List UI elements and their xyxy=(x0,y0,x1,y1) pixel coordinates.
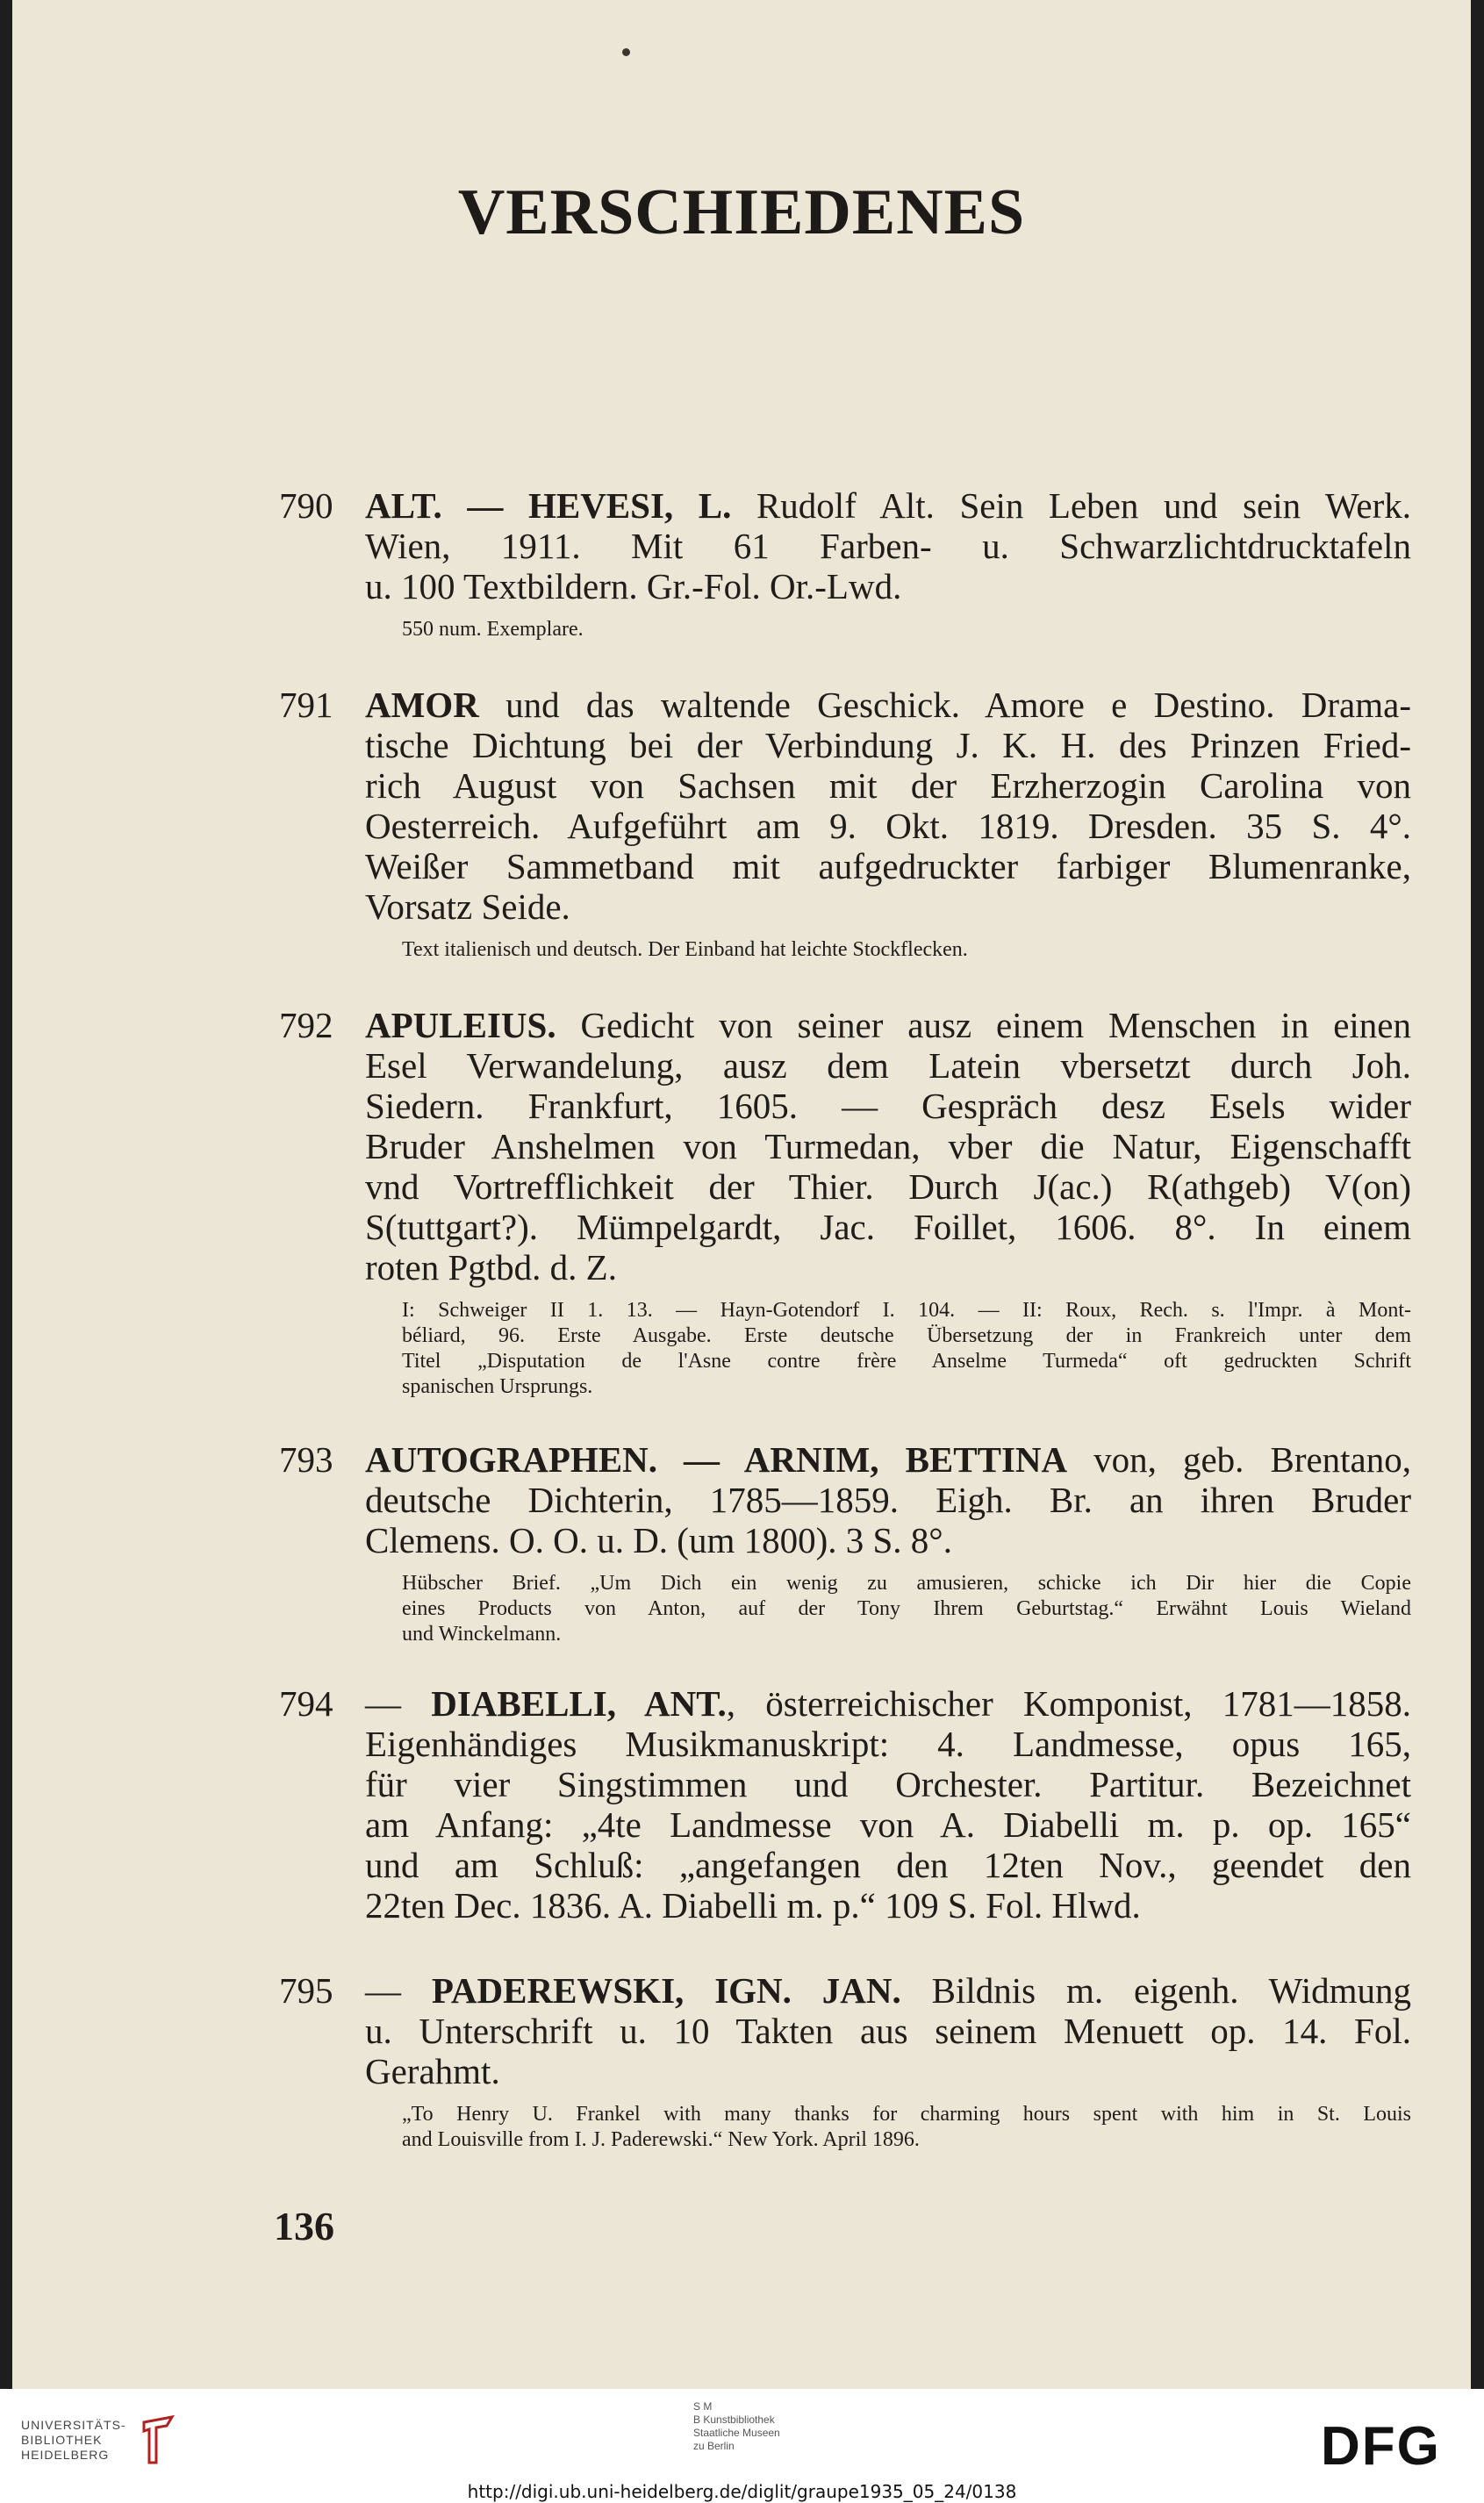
entry-number: 795 xyxy=(279,1970,333,2011)
entry-number: 791 xyxy=(279,685,333,725)
entry-line: roten Pgtbd. d. Z. xyxy=(365,1247,617,1287)
note-line: Titel „Disputation de l'Asne contre frère Anselme Turmeda“ oft gedruckten Schrift xyxy=(402,1350,1411,1373)
entry-number: 793 xyxy=(279,1439,333,1480)
entry-line: Weißer Sammetband mit aufgedruckter farbiger Blumenranke, xyxy=(365,846,1411,886)
page-title: VERSCHIEDENES xyxy=(457,176,1026,248)
note-line: spanischen Ursprungs. xyxy=(402,1375,593,1398)
catalog-entry-791 xyxy=(279,685,1411,963)
print-mark xyxy=(622,48,630,56)
note-line: béliard, 96. Erste Ausgabe. Erste deutsche Übersetzung der in Frankreich unter dem xyxy=(402,1324,1411,1347)
entry-line: 22ten Dec. 1836. A. Diabelli m. p.“ 109 S. Fol. Hlwd. xyxy=(365,1885,1141,1926)
entry-line: 795 — PADEREWSKI, IGN. JAN. Bildnis m. eigenh. Widmung xyxy=(279,1970,1412,2011)
entry-line: Clemens. O. O. u. D. (um 1800). 3 S. 8°. xyxy=(365,1520,952,1560)
catalog-entry-793 xyxy=(279,1439,1411,1647)
entry-line: u. Unterschrift u. 10 Takten aus seinem Menuett op. 14. Fol. xyxy=(365,2011,1411,2051)
entry-number: 794 xyxy=(279,1683,333,1724)
catalog-entry-792 xyxy=(279,1005,1411,1400)
note-line: Text italienisch und deutsch. Der Einband hat leichte Stockflecken. xyxy=(402,938,968,961)
note-line: I: Schweiger II 1. 13. — Hayn-Gotendorf I. 104. — II: Roux, Rech. s. l'Impr. à Mont- xyxy=(402,1299,1411,1322)
note-line: 550 num. Exemplare. xyxy=(402,618,584,641)
entry-line: und am Schluß: „angefangen den 12ten Nov., geendet den xyxy=(365,1845,1411,1885)
entry-line: u. 100 Textbildern. Gr.-Fol. Or.-Lwd. xyxy=(365,566,902,606)
catalog-entry-790 xyxy=(279,485,1411,642)
catalog-entry-794 xyxy=(279,1683,1411,1926)
entry-line: Gerahmt. xyxy=(365,2051,500,2091)
museum-logo: S M B Kunstbibliothek Staatliche Museen zu Berlin xyxy=(693,2400,780,2452)
entry-text xyxy=(279,1005,1411,1287)
dfg-logo: DFG xyxy=(1321,2416,1441,2477)
entry-line: Siedern. Frankfurt, 1605. — Gespräch desz Esels wider xyxy=(365,1086,1411,1126)
entry-line: am Anfang: „4te Landmesse von A. Diabelli m. p. op. 165“ xyxy=(365,1804,1411,1845)
source-url-link[interactable]: http://digi.ub.uni-heidelberg.de/diglit/graupe1935_05_24/0138 xyxy=(467,2481,1017,2502)
entry-note xyxy=(279,2102,1411,2153)
entry-number: 790 xyxy=(279,485,333,526)
entry-line: 790 ALT. — HEVESI, L. Rudolf Alt. Sein Leben und sein Werk. xyxy=(279,485,1412,526)
library-emblem-icon xyxy=(140,2413,176,2466)
entry-text xyxy=(279,485,1411,606)
note-line: Hübscher Brief. „Um Dich ein wenig zu amusieren, schicke ich Dir hier die Copie xyxy=(402,1572,1411,1595)
entry-note xyxy=(279,937,1411,963)
entry-text xyxy=(279,1439,1411,1560)
entry-line: deutsche Dichterin, 1785—1859. Eigh. Br. an ihren Bruder xyxy=(365,1480,1411,1520)
entry-line: Bruder Anshelmen von Turmedan, vber die Natur, Eigenschafft xyxy=(365,1126,1411,1166)
entry-line: 793 AUTOGRAPHEN. — ARNIM, BETTINA von, geb. Brentano, xyxy=(279,1439,1412,1480)
entry-note xyxy=(279,1298,1411,1400)
entry-line: Oesterreich. Aufgeführt am 9. Okt. 1819. Dresden. 35 S. 4°. xyxy=(365,806,1411,846)
entry-line: rich August von Sachsen mit der Erzherzogin Carolina von xyxy=(365,765,1411,806)
entry-note xyxy=(279,617,1411,642)
entry-line: Wien, 1911. Mit 61 Farben- u. Schwarzlichtdrucktafeln xyxy=(365,526,1411,566)
note-line: „To Henry U. Frankel with many thanks for charming hours spent with him in St. Louis xyxy=(402,2103,1411,2126)
note-line: eines Products von Anton, auf der Tony Ihrem Geburtstag.“ Erwähnt Louis Wieland xyxy=(402,1597,1411,1620)
entry-line: S(tuttgart?). Mümpelgardt, Jac. Foillet, 1606. 8°. In einem xyxy=(365,1207,1411,1247)
entry-line: tische Dichtung bei der Verbindung J. K. H. des Prinzen Fried- xyxy=(365,725,1411,765)
entry-text xyxy=(279,685,1411,927)
note-line: und Winckelmann. xyxy=(402,1623,562,1646)
entry-line: für vier Singstimmen und Orchester. Partitur. Bezeichnet xyxy=(365,1764,1411,1804)
entry-line: 792 APULEIUS. Gedicht von seiner ausz einem Menschen in einen xyxy=(279,1005,1411,1045)
entry-line: 794 — DIABELLI, ANT., österreichischer Komponist, 1781—1858. xyxy=(279,1683,1411,1724)
entry-text xyxy=(279,1683,1411,1926)
entry-line: Eigenhändiges Musikmanuskript: 4. Landmesse, opus 165, xyxy=(365,1724,1411,1764)
page-number: 136 xyxy=(274,2204,334,2248)
document-page xyxy=(12,0,1471,2389)
entry-line: vnd Vortrefflichkeit der Thier. Durch J(ac.) R(athgeb) V(on) xyxy=(365,1166,1411,1207)
entry-note xyxy=(279,1571,1411,1647)
university-library-logo: UNIVERSITÄTS- BIBLIOTHEK HEIDELBERG xyxy=(21,2418,126,2462)
entry-line: 791 AMOR und das waltende Geschick. Amore e Destino. Drama- xyxy=(279,685,1411,725)
note-line: and Louisville from I. J. Paderewski.“ New York. April 1896. xyxy=(402,2128,920,2151)
catalog-entry-795 xyxy=(279,1970,1411,2153)
entry-text xyxy=(279,1970,1411,2091)
entry-number: 792 xyxy=(279,1005,333,1045)
entry-line: Vorsatz Seide. xyxy=(365,886,570,927)
entry-line: Esel Verwandelung, ausz dem Latein vbersetzt durch Joh. xyxy=(365,1045,1411,1086)
